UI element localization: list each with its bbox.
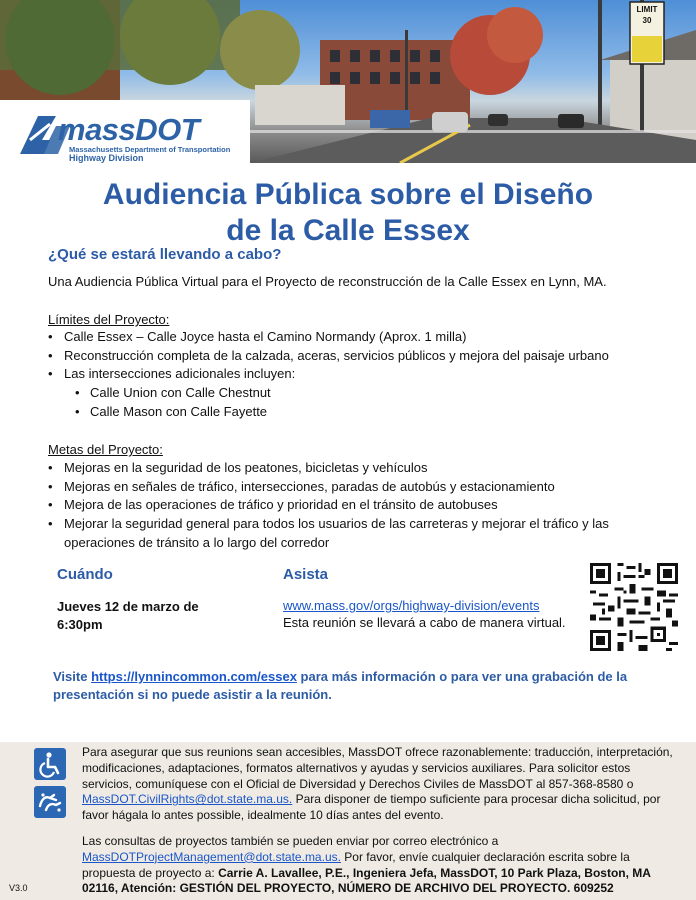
goals-heading: Metas del Proyecto: xyxy=(48,442,163,457)
list-item: • Calle Mason con Calle Fayette xyxy=(48,403,609,422)
massdot-logo xyxy=(0,100,250,163)
list-item: • Reconstrucción completa de la calzada, aceras, servicios públicos y mejora del paisaje urbano xyxy=(48,347,609,366)
lynnincommon-link[interactable]: https://lynnincommon.com/essex xyxy=(91,669,297,684)
page-title-line-2: de la Calle Essex xyxy=(226,214,470,247)
page-title-line-1: Audiencia Pública sobre el Diseño xyxy=(102,178,594,211)
list-item: • Las intersecciones adicionales incluyen: xyxy=(48,365,609,384)
list-item-continued: operaciones de tránsito a lo largo del corredor xyxy=(64,534,330,550)
sign-language-icon xyxy=(34,786,66,818)
visit-website-text: Visite https://lynnincommon.com/essex para más información o para ver una grabación de la presentación si no puede asistir a la reunión. xyxy=(53,669,628,702)
list-item: • Calle Union con Calle Chestnut xyxy=(48,384,609,403)
section-question: ¿Qué se estará llevando a cabo? xyxy=(48,246,282,263)
logo-subtitle: Massachusetts Department of Transportation xyxy=(69,145,231,154)
goals-list xyxy=(48,459,609,553)
intro-text: Una Audiencia Pública Virtual para el Proyecto de reconstrucción de la Calle Essex en Lynn, MA. xyxy=(48,274,607,289)
list-item: • Mejorar la seguridad general para todos los usuarios de las carreteras y mejorar el tráfico y las xyxy=(48,515,609,534)
list-item: • Mejoras en señales de tráfico, intersecciones, paradas de autobús y estacionamiento xyxy=(48,478,609,497)
project-management-email-link[interactable]: MassDOTProjectManagement@dot.state.ma.us. xyxy=(82,849,341,864)
speed-limit-sign: LIMIT 30 xyxy=(636,5,658,25)
attend-note: Esta reunión se llevará a cabo de manera virtual. xyxy=(283,615,566,630)
header-photo xyxy=(0,0,696,163)
civil-rights-email-link[interactable]: MassDOT.CivilRights@dot.state.ma.us. xyxy=(82,792,293,807)
logo-division: Highway Division xyxy=(69,153,144,163)
wheelchair-icon xyxy=(34,748,66,780)
list-item: • Mejora de las operaciones de tráfico y prioridad en el tránsito de autobuses xyxy=(48,496,609,515)
limits-heading: Límites del Proyecto: xyxy=(48,312,170,327)
project-inquiries-paragraph: Las consultas de proyectos también se pueden enviar por correo electrónico a MassDOTProjectManagement@dot.state.ma.us. Por favor, envíe cualquier declaración escrita sobre la propuesta de proyecto a: Carrie A. Lavallee, P.E., Ingeniera Jefa, MassDOT, 10 Park Plaza, Boston, MA 02116, Atención: GESTIÓN DEL PROYECTO, NÚMERO DE ARCHIVO DEL PROYECTO. 609252 xyxy=(82,834,651,896)
attend-heading: Asista xyxy=(283,566,329,583)
version-label: V3.0 xyxy=(9,883,28,893)
list-item: • Calle Essex – Calle Joyce hasta el Camino Normandy (Aprox. 1 milla) xyxy=(48,328,609,347)
limits-list xyxy=(48,328,609,422)
events-link[interactable]: www.mass.gov/orgs/highway-division/events xyxy=(283,598,540,613)
logo-wordmark: massDOT xyxy=(58,112,200,147)
when-heading: Cuándo xyxy=(57,566,113,583)
accessibility-paragraph: Para asegurar que sus reunions sean accesibles, MassDOT ofrece razonablemente: traducción, interpretación, modificaciones, adaptaciones, formatos alternativos y ayudas y servicios auxiliares. Para solicitor estos servicios, comuníquese con el Oficial de Diversidad y Derechos Civiles de MassDOT al 857-368-8580 o MassDOT.CivilRights@dot.state.ma.us. Para disponer de tiempo suficiente para procesar dicha solicitud, por favor hágala lo antes possible, idealmente 10 días antes del evento. xyxy=(82,745,673,823)
list-item: • Mejoras en la seguridad de los peatones, bicicletas y vehículos xyxy=(48,459,609,478)
qr-code-icon[interactable] xyxy=(590,563,678,651)
event-date: Jueves 12 de marzo de 6:30pm xyxy=(57,599,199,632)
